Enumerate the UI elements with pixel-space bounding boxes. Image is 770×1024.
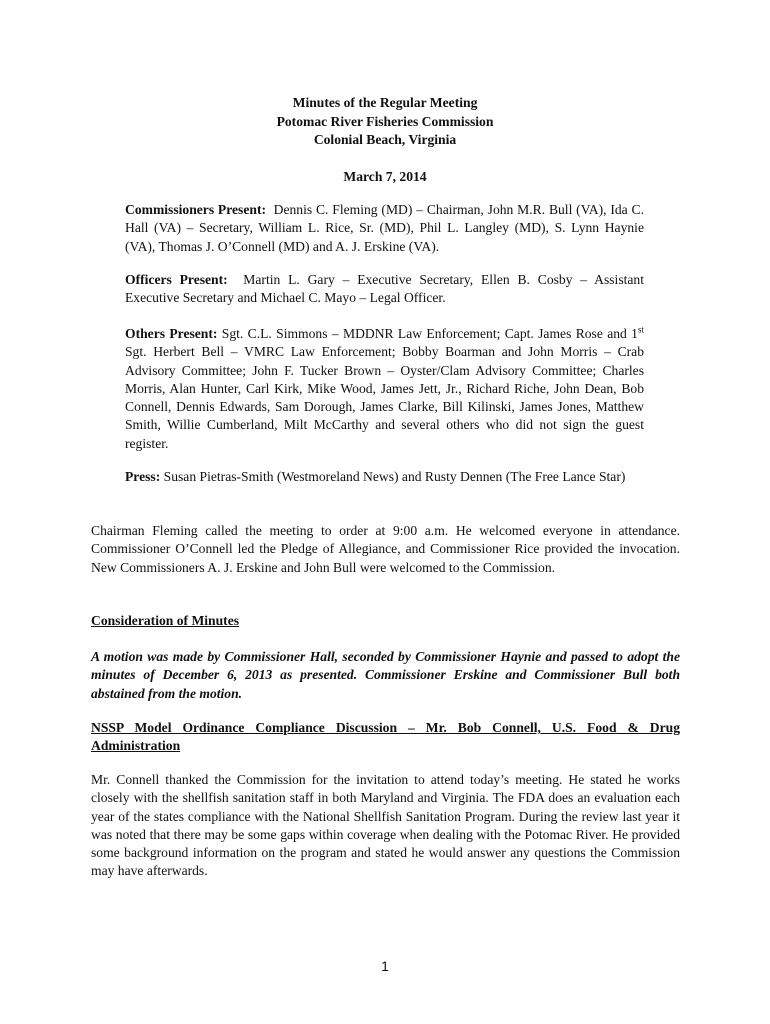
commissioners-present-label: Commissioners Present: — [125, 202, 266, 217]
others-present-text-a: Sgt. C.L. Simmons – MDDNR Law Enforcement; Capt. James Rose and 1 — [221, 326, 638, 341]
document-heading — [0, 94, 770, 186]
meeting-location: Colonial Beach, Virginia — [313, 132, 457, 147]
consideration-of-minutes-heading — [91, 612, 680, 630]
press-label: Press: — [125, 469, 161, 484]
officers-present-text: Martin L. Gary – Executive Secretary, Ellen B. Cosby – Assistant Executive Secretary and Michael C. Mayo – Legal Officer. — [125, 272, 645, 306]
meeting-date: March 7, 2014 — [343, 168, 427, 184]
others-present-superscript: st — [637, 324, 644, 335]
commissioners-present-paragraph — [125, 201, 644, 256]
officers-present-paragraph — [125, 271, 644, 308]
commissioners-present-text: Dennis C. Fleming (MD) – Chairman, John M.R. Bull (VA), Ida C. Hall (VA) – Secretary, William L. Rice, Sr. (MD), Phil L. Langley (MD), S. Lynn Haynie (VA), Thomas J. O’Connell (MD) and A. J. Erskine (VA). — [125, 202, 644, 254]
officers-present-label: Officers Present: — [125, 272, 228, 287]
press-text: Susan Pietras-Smith (Westmoreland News) and Rusty Dennen (The Free Lance Star) — [163, 469, 626, 484]
commission-name: Potomac River Fisheries Commission — [276, 113, 494, 129]
others-present-paragraph — [125, 325, 644, 453]
opening-paragraph: Chairman Fleming called the meeting to order at 9:00 a.m. He welcomed everyone in attendance. Commissioner O’Connell led the Pledge of Allegiance, and Commissioner Rice provided the invocation. New Commissioners A. J. Erskine and John Bull were welcomed to the Commission. — [91, 523, 680, 575]
consideration-of-minutes-title: Consideration of Minutes — [91, 613, 240, 628]
nssp-section-title: NSSP Model Ordinance Compliance Discussion – Mr. Bob Connell, U.S. Food & Drug Administration — [91, 720, 680, 754]
nssp-section-heading — [91, 719, 680, 756]
others-present-label: Others Present: — [125, 326, 218, 341]
meeting-title: Minutes of the Regular Meeting — [292, 95, 478, 110]
press-paragraph — [125, 468, 644, 486]
minutes-motion: A motion was made by Commissioner Hall, seconded by Commissioner Haynie and passed to adopt the minutes of December 6, 2013 as presented. Commissioner Erskine and Commissioner Bull both abstained from the motion. — [91, 649, 680, 701]
nssp-section-body: Mr. Connell thanked the Commission for the invitation to attend today’s meeting. He stated he works closely with the shellfish sanitation staff in both Maryland and Virginia. The FDA does an evaluation each year of the states compliance with the National Shellfish Sanitation Program. During the review last year it was noted that there may be some gaps within coverage when dealing with the Potomac River. He provided some background information on the program and stated he would answer any questions the Commission may have afterwards. — [91, 772, 680, 879]
page-number: 1 — [381, 958, 389, 974]
others-present-text-b: Sgt. Herbert Bell – VMRC Law Enforcement; Bobby Boarman and John Morris – Crab Advisory Committee; John F. Tucker Brown – Oyster/Clam Advisory Committee; Charles Morris, Alan Hunter, Carl Kirk, Mike Wood, James Jett, Jr., Richard Riche, John Dean, Bob Connell, Dennis Edwards, Sam Dorough, James Clarke, Bill Kilinski, James Jones, Matthew Smith, Willie Cumberland, Milt McCarthy and several others who did not sign the guest register. — [125, 344, 644, 451]
